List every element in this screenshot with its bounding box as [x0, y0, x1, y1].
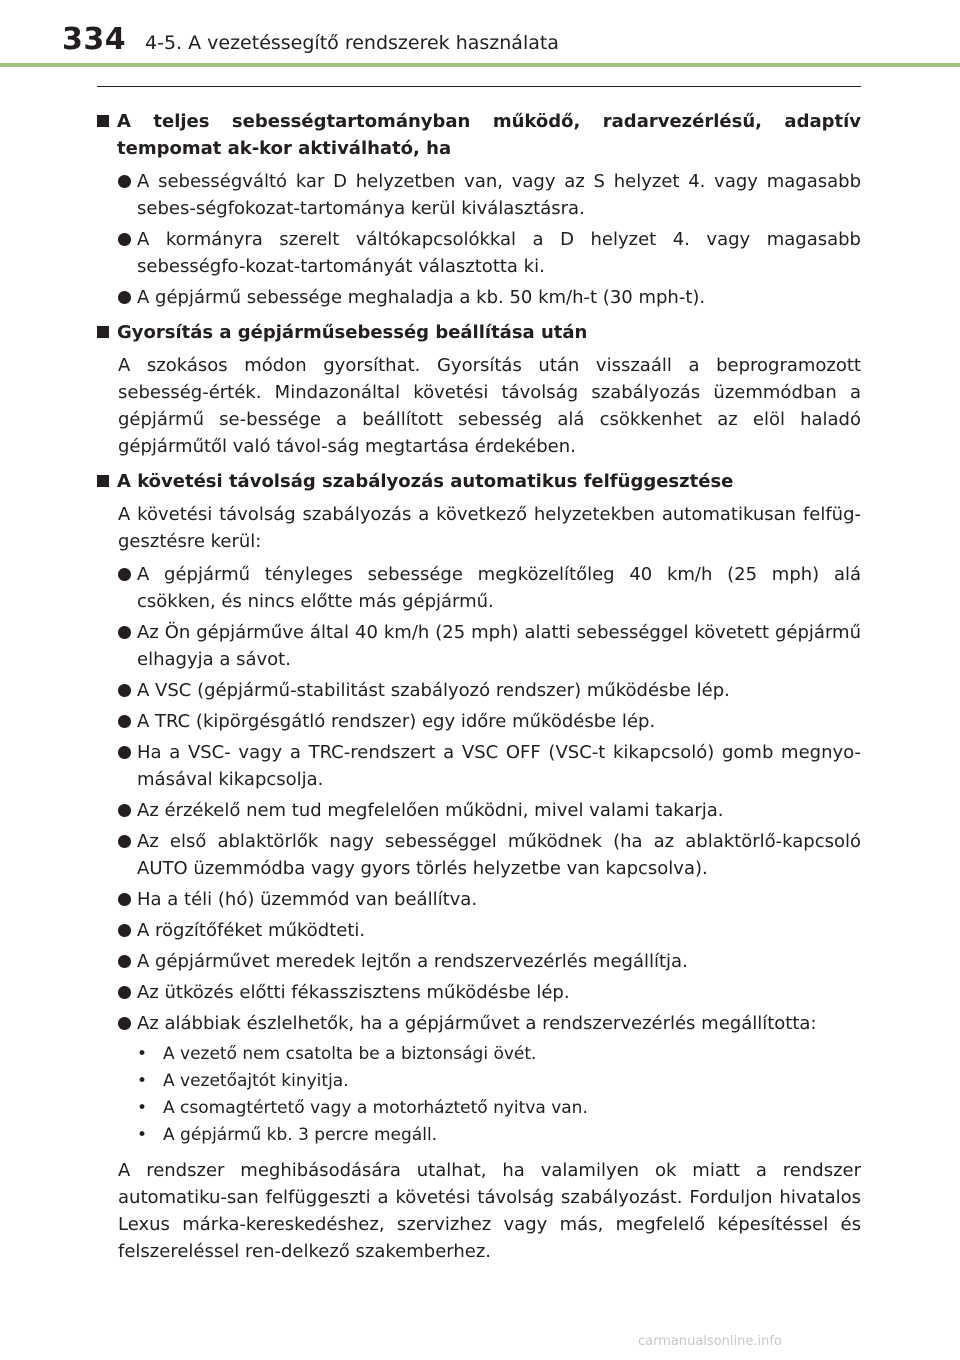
round-bullet-icon: [118, 835, 131, 848]
list-item: Az érzékelő nem tud megfelelően működni, mivel valami takarja.: [97, 797, 861, 824]
list-item: Ha a téli (hó) üzemmód van beállítva.: [97, 886, 861, 913]
small-bullet-icon: •: [137, 1071, 148, 1091]
sub-list-item: • A vezető nem csatolta be a biztonsági övét.: [97, 1041, 861, 1068]
list-item: Ha a VSC- vagy a TRC-rendszert a VSC OFF (VSC-t kikapcsoló) gomb megnyo-másával kikapcsolja.: [97, 739, 861, 793]
paragraph: A szokásos módon gyorsíthat. Gyorsítás után visszaáll a beprogramozott sebesség-érték. Mindazonáltal követési távolság szabályozás üzemmódban a gépjármű se-bessége a beállított sebesség alá csökkenhet az elöl haladó gépjárműtől való távol-ság megtartása érdekében.: [118, 355, 861, 457]
round-bullet-icon: [118, 924, 131, 937]
list-item: A rögzítőféket működteti.: [97, 917, 861, 944]
list-item: A sebességváltó kar D helyzetben van, vagy az S helyzet 4. vagy magasabb sebes-ségfokozat-tartománya kerül kiválasztásra.: [97, 168, 861, 222]
round-bullet-icon: [118, 684, 131, 697]
section-heading: Gyorsítás a gépjárműsebesség beállítása után: [97, 319, 861, 346]
section-heading: A teljes sebességtartományban működő, radarvezérlésű, adaptív tempomat ak-kor aktiválható, ha: [97, 108, 861, 162]
round-bullet-icon: [118, 746, 131, 759]
round-bullet-icon: [118, 291, 131, 304]
square-bullet-icon: [97, 115, 109, 127]
page-header: [0, 0, 960, 70]
small-bullet-icon: •: [137, 1098, 148, 1118]
square-bullet-icon: [97, 326, 109, 338]
list-item: Az alábbiak észlelhetők, ha a gépjárművet a rendszervezérlés megállította:: [97, 1010, 861, 1037]
round-bullet-icon: [118, 893, 131, 906]
watermark: carmanualsonline.info: [638, 1334, 782, 1349]
round-bullet-icon: [118, 804, 131, 817]
list-item: Az első ablaktörlők nagy sebességgel működnek (ha az ablaktörlő-kapcsoló AUTO üzemmódba vagy gyors törlés helyzetbe van kapcsolva).: [97, 828, 861, 882]
list-item: A VSC (gépjármű-stabilitást szabályozó rendszer) működésbe lép.: [97, 677, 861, 704]
section-heading: A követési távolság szabályozás automatikus felfüggesztése: [97, 468, 861, 495]
small-bullet-icon: •: [137, 1044, 148, 1064]
list-item: Az Ön gépjárműve által 40 km/h (25 mph) alatti sebességgel követett gépjármű elhagyja a sávot.: [97, 619, 861, 673]
section-divider: [97, 86, 861, 87]
page-content: [97, 100, 861, 1271]
list-item: A TRC (kipörgésgátló rendszer) egy időre működésbe lép.: [97, 708, 861, 735]
small-bullet-icon: •: [137, 1125, 148, 1145]
round-bullet-icon: [118, 715, 131, 728]
closing-paragraph: A rendszer meghibásodására utalhat, ha valamilyen ok miatt a rendszer automatiku-san felfüggeszti a követési távolság szabályozást. Forduljon hivatalos Lexus márka-kereskedéshez, szervizhez vagy más, megfelelő képesítéssel és felszereléssel ren-delkező szakemberhez.: [118, 1160, 861, 1262]
sub-list-item: • A csomagtértető vagy a motorháztető nyitva van.: [97, 1095, 861, 1122]
list-item: A gépjármű sebessége meghaladja a kb. 50 km/h-t (30 mph-t).: [97, 284, 861, 311]
round-bullet-icon: [118, 986, 131, 999]
list-item: A kormányra szerelt váltókapcsolókkal a D helyzet 4. vagy magasabb sebességfo-kozat-tartományát választotta ki.: [97, 226, 861, 280]
sub-list-item: • A vezetőajtót kinyitja.: [97, 1068, 861, 1095]
chapter-title: 4-5. A vezetéssegítő rendszerek használata: [145, 32, 559, 54]
page-number: 334: [62, 22, 127, 57]
list-item: A gépjárművet meredek lejtőn a rendszervezérlés megállítja.: [97, 948, 861, 975]
round-bullet-icon: [118, 955, 131, 968]
round-bullet-icon: [118, 233, 131, 246]
sub-list-item: • A gépjármű kb. 3 percre megáll.: [97, 1122, 861, 1149]
sub-list: [97, 1041, 861, 1149]
round-bullet-icon: [118, 568, 131, 581]
header-rule: [0, 63, 960, 67]
paragraph: A követési távolság szabályozás a következő helyzetekben automatikusan felfüg-gesztésre kerül:: [118, 504, 861, 552]
list-item: Az ütközés előtti fékasszisztens működésbe lép.: [97, 979, 861, 1006]
square-bullet-icon: [97, 475, 109, 487]
round-bullet-icon: [118, 626, 131, 639]
list-item: A gépjármű tényleges sebessége megközelítőleg 40 km/h (25 mph) alá csökken, és nincs előtte más gépjármű.: [97, 561, 861, 615]
round-bullet-icon: [118, 1017, 131, 1030]
round-bullet-icon: [118, 175, 131, 188]
